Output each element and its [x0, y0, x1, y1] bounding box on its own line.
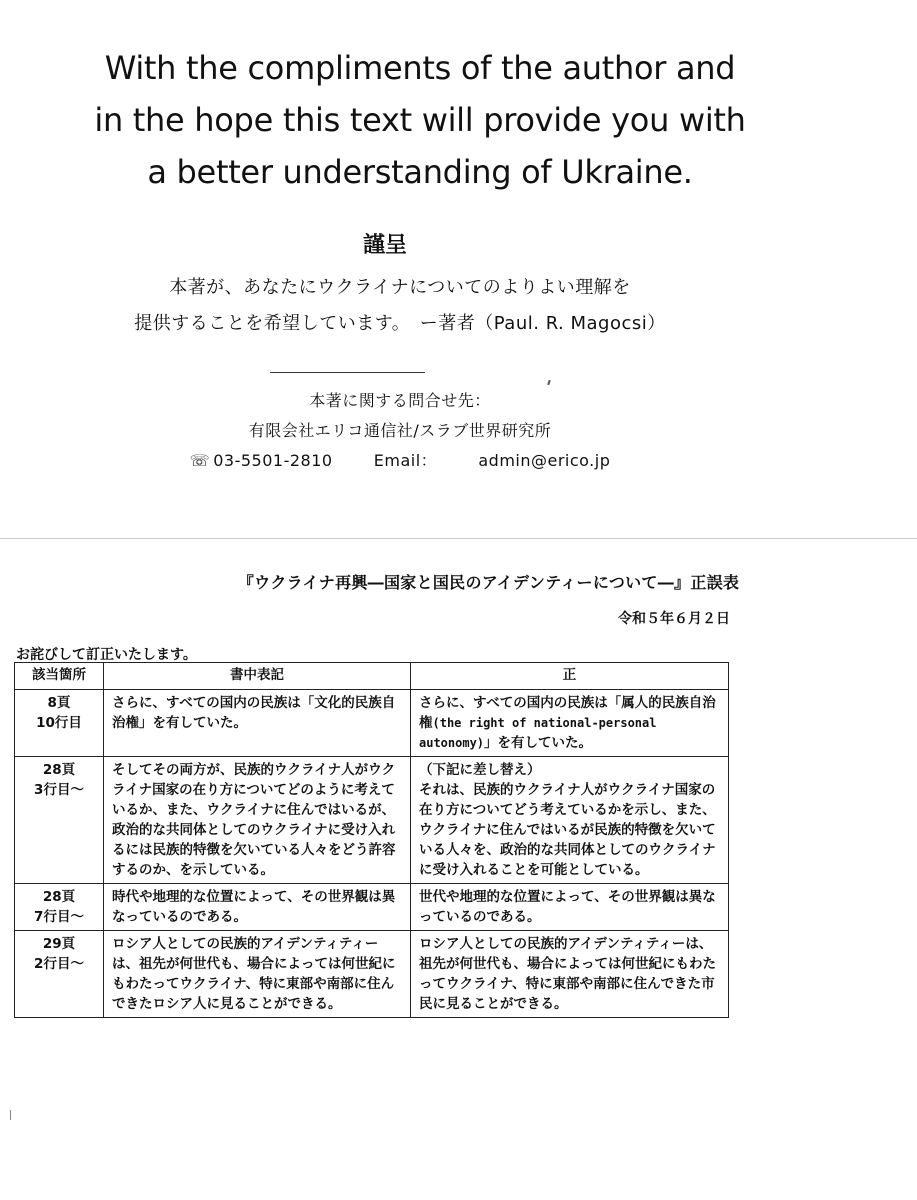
compliment-card — [0, 0, 917, 535]
phone-number: 03-5501-2810 — [213, 451, 333, 470]
table-row — [15, 884, 729, 931]
table-row — [15, 690, 729, 757]
email-address: admin@erico.jp — [478, 451, 611, 470]
wrong-text: 」を有していた。 — [139, 715, 247, 731]
apology-text: お詫びして訂正いたします。 — [16, 647, 197, 663]
presentation-line: 本著が、あなたにウクライナについてのよりよい理解を — [169, 277, 631, 298]
wrong-text: そしてその両方が、民族的ウクライナ人がウクライナ国家の在り方についてどのように考えているか、また、ウクライナに住んではいるが、政治的な共同体としてのウクライナに受け入れるには民族的特徴を欠いている人々をどう許容するのか、を示している。 — [112, 762, 396, 878]
line-ref: 3行目～ — [34, 782, 84, 798]
correct-text: に見ることができる。 — [432, 996, 568, 1012]
location-cell — [15, 757, 104, 884]
wrong-highlight: ロシア人 — [152, 996, 207, 1012]
replacement-note: （下記に差し替え） — [419, 762, 541, 778]
table-row — [15, 757, 729, 884]
wrong-text: さらに、すべての国内の民族は「 — [112, 695, 315, 711]
errata-title: 『ウクライナ再興―国家と国民のアイデンティーについて―』正誤表 — [237, 573, 740, 592]
location-cell — [15, 690, 104, 757]
dedication-line: With the compliments of the author and — [104, 49, 736, 87]
correct-highlight: 属人的民族自治権 — [419, 695, 716, 731]
page-ref: 28頁 — [42, 889, 76, 905]
scan-speck — [547, 380, 551, 385]
presentation-line: 提供することを希望しています。 ー著者（Paul. R. Magocsi） — [134, 313, 666, 334]
scan-speck — [10, 1110, 11, 1120]
location-cell — [15, 884, 104, 931]
contact-company: 有限会社エリコ通信社/スラブ世界研究所 — [248, 421, 552, 440]
dedication-line: a better understanding of Ukraine. — [147, 153, 693, 191]
header-correct: 正 — [411, 663, 729, 690]
header-location: 該当箇所 — [15, 663, 104, 690]
phone-icon: ☏ — [189, 451, 211, 470]
errata-date: 令和５年６月２日 — [618, 611, 730, 627]
dedication-line: in the hope this text will provide you with — [94, 101, 746, 139]
wrong-text: や地理的な位置によって、その世界観は異なっているのである。 — [112, 889, 396, 925]
location-cell — [15, 931, 104, 1018]
correct-text: や地理的な位置によって、その世界観は異なっているのである。 — [419, 889, 716, 925]
correct-text: さらに、すべての国内の民族は「 — [419, 695, 622, 711]
line-ref: 7行目～ — [34, 909, 84, 925]
correct-highlight: 世代 — [419, 889, 446, 905]
wrong-text: ロシア人としての民族的アイデンティティーは、祖先が何世代も、場合によっては何世紀にもわたってウクライナ、特に東部や南部に住んできた — [112, 936, 396, 1012]
wrong-text: に見ることができる。 — [206, 996, 342, 1012]
correct-cell — [411, 884, 729, 931]
presentation-message — [70, 270, 730, 342]
wrong-highlight: 文化的民族自治権 — [112, 695, 396, 731]
cut-line — [0, 538, 917, 539]
wrong-cell — [104, 931, 411, 1018]
errata-table — [14, 662, 729, 1018]
correct-cell — [411, 757, 729, 884]
correct-text: ロシア人としての民族的アイデンティティーは、祖先が何世代も、場合によっては何世紀にもわたってウクライナ、特に東部や南部に住んできた — [419, 936, 716, 992]
wrong-cell — [104, 757, 411, 884]
presentation-heading: 謹呈 — [362, 233, 407, 258]
page-ref: 8頁 — [47, 695, 71, 711]
line-ref: 10行目 — [36, 715, 82, 731]
correct-text: それは、民族的ウクライナ人がウクライナ国家の在り方についてどう考えているかを示し、また、ウクライナに住んではいるが民族的特徴を欠いている人々を、政治的な共同体としてのウクライナに受け入れることを可能としている。 — [419, 782, 716, 878]
divider — [270, 372, 425, 373]
table-row — [15, 931, 729, 1018]
wrong-highlight: 時代 — [112, 889, 139, 905]
contact-label: 本著に関する問合せ先： — [309, 391, 491, 410]
contact-details — [170, 446, 630, 476]
correct-text: 」を有していた。 — [484, 735, 593, 751]
line-ref: 2行目～ — [34, 956, 84, 972]
dedication-text — [40, 42, 800, 198]
page-ref: 28頁 — [42, 762, 76, 778]
correct-cell — [411, 931, 729, 1018]
correct-cell — [411, 690, 729, 757]
wrong-cell — [104, 884, 411, 931]
wrong-cell — [104, 690, 411, 757]
header-wrong: 書中表記 — [104, 663, 411, 690]
email-label: Email： — [373, 451, 438, 470]
contact-block — [170, 386, 630, 476]
table-header-row — [15, 663, 729, 690]
page-ref: 29頁 — [42, 936, 76, 952]
correct-english: (the right of national-personal autonomy) — [419, 716, 657, 750]
correct-highlight: 市民 — [419, 976, 715, 1012]
